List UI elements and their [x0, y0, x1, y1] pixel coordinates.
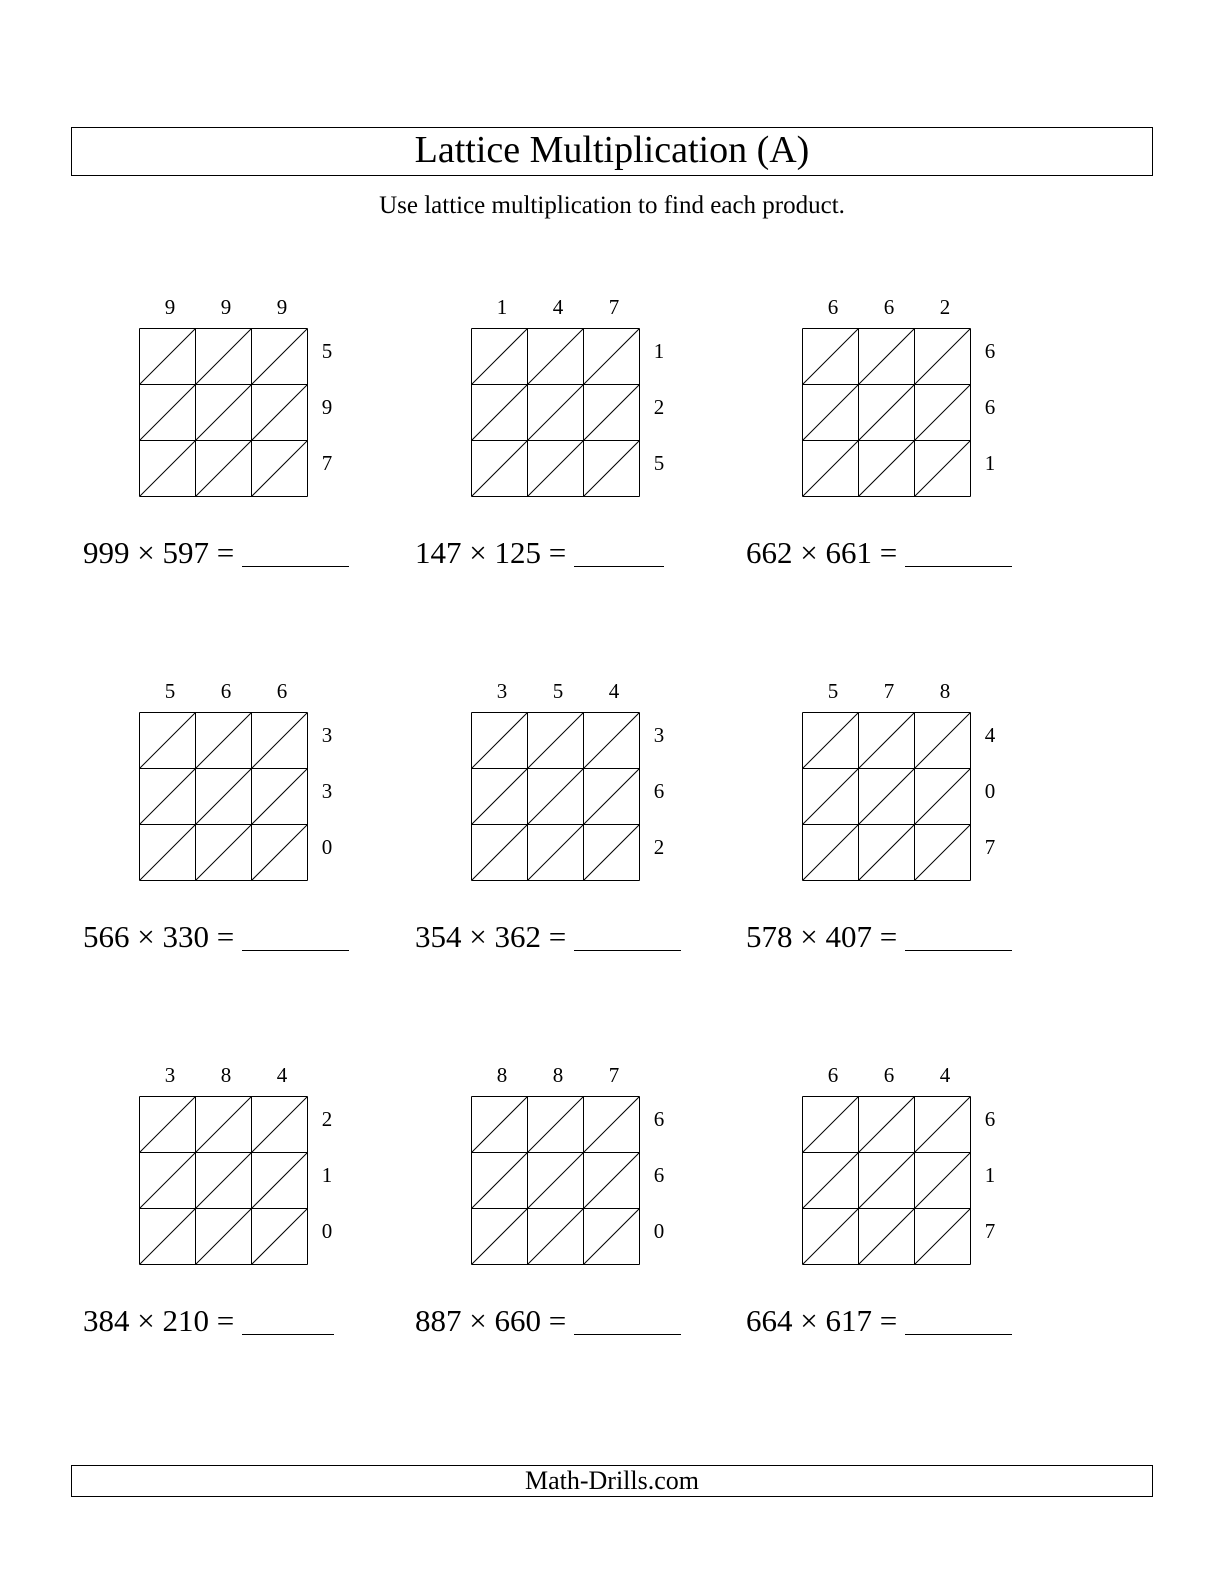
- top-digit: 4: [276, 1063, 288, 1087]
- top-digit: 9: [164, 295, 176, 319]
- diagonal-line: [472, 1097, 528, 1153]
- side-digit: 1: [984, 451, 996, 475]
- diagonal-line: [915, 329, 971, 385]
- diagonal-line: [252, 385, 308, 441]
- side-digit: 5: [653, 451, 665, 475]
- diagonal-line: [472, 385, 528, 441]
- answer-blank[interactable]: [905, 540, 1012, 567]
- diagonal-line: [528, 1097, 584, 1153]
- diagonal-line: [584, 1209, 640, 1265]
- top-digit: 8: [939, 679, 951, 703]
- diagonal-line: [196, 441, 252, 497]
- diagonal-line: [140, 769, 196, 825]
- worksheet-title: Lattice Multiplication (A): [71, 127, 1153, 176]
- equation-text: 999 × 597 =: [83, 535, 235, 570]
- lattice-problem: [415, 281, 735, 601]
- diagonal-line: [859, 441, 915, 497]
- diagonal-line: [196, 1209, 252, 1265]
- top-digit: 3: [496, 679, 508, 703]
- lattice-grid: [802, 712, 972, 882]
- diagonal-line: [803, 385, 859, 441]
- lattice-problem: [83, 1049, 403, 1369]
- diagonal-line: [859, 769, 915, 825]
- diagonal-line: [472, 329, 528, 385]
- diagonal-line: [252, 1153, 308, 1209]
- diagonal-line: [252, 713, 308, 769]
- lattice-problem: [415, 665, 735, 985]
- diagonal-line: [528, 1209, 584, 1265]
- diagonal-line: [140, 713, 196, 769]
- diagonal-line: [528, 329, 584, 385]
- top-digit: 6: [827, 1063, 839, 1087]
- diagonal-line: [803, 1097, 859, 1153]
- equation-text: 578 × 407 =: [746, 919, 898, 954]
- diagonal-line: [196, 825, 252, 881]
- diagonal-line: [584, 713, 640, 769]
- diagonal-line: [859, 1153, 915, 1209]
- diagonal-line: [252, 329, 308, 385]
- side-digit: 7: [984, 835, 996, 859]
- diagonal-line: [140, 1209, 196, 1265]
- lattice-grid: [139, 328, 309, 498]
- diagonal-line: [915, 713, 971, 769]
- diagonal-line: [472, 1209, 528, 1265]
- diagonal-line: [803, 1209, 859, 1265]
- side-digit: 6: [984, 395, 996, 419]
- side-digit: 3: [653, 723, 665, 747]
- diagonal-line: [584, 441, 640, 497]
- diagonal-line: [528, 769, 584, 825]
- diagonal-line: [140, 1153, 196, 1209]
- answer-blank[interactable]: [905, 924, 1012, 951]
- diagonal-line: [472, 713, 528, 769]
- lattice-grid: [471, 328, 641, 498]
- top-digit: 8: [220, 1063, 232, 1087]
- equation-text: 566 × 330 =: [83, 919, 235, 954]
- top-digit: 9: [276, 295, 288, 319]
- answer-blank[interactable]: [242, 924, 349, 951]
- answer-blank[interactable]: [574, 924, 681, 951]
- diagonal-line: [584, 385, 640, 441]
- diagonal-line: [252, 825, 308, 881]
- top-digit: 5: [164, 679, 176, 703]
- diagonal-line: [915, 1153, 971, 1209]
- equation-text: 664 × 617 =: [746, 1303, 898, 1338]
- side-digit: 3: [321, 779, 333, 803]
- diagonal-line: [584, 1097, 640, 1153]
- diagonal-line: [803, 713, 859, 769]
- lattice-problem: [746, 1049, 1066, 1369]
- diagonal-line: [528, 713, 584, 769]
- diagonal-line: [915, 769, 971, 825]
- diagonal-line: [140, 441, 196, 497]
- top-digit: 5: [552, 679, 564, 703]
- diagonal-line: [803, 825, 859, 881]
- equation: [83, 919, 349, 955]
- diagonal-line: [196, 1097, 252, 1153]
- lattice-grid: [802, 328, 972, 498]
- diagonal-line: [528, 385, 584, 441]
- side-digit: 5: [321, 339, 333, 363]
- diagonal-line: [252, 769, 308, 825]
- diagonal-line: [196, 1153, 252, 1209]
- top-digit: 4: [939, 1063, 951, 1087]
- top-digit: 4: [608, 679, 620, 703]
- top-digit: 7: [608, 1063, 620, 1087]
- top-digit: 9: [220, 295, 232, 319]
- top-digit: 6: [220, 679, 232, 703]
- instructions: Use lattice multiplication to find each product.: [379, 192, 845, 219]
- side-digit: 7: [321, 451, 333, 475]
- answer-blank[interactable]: [242, 1308, 334, 1335]
- diagonal-line: [859, 825, 915, 881]
- side-digit: 4: [984, 723, 996, 747]
- top-digit: 6: [883, 295, 895, 319]
- diagonal-line: [859, 1097, 915, 1153]
- equation: [746, 919, 1012, 955]
- equation-text: 384 × 210 =: [83, 1303, 235, 1338]
- side-digit: 7: [984, 1219, 996, 1243]
- equation-text: 662 × 661 =: [746, 535, 898, 570]
- diagonal-line: [196, 713, 252, 769]
- diagonal-line: [859, 385, 915, 441]
- diagonal-line: [528, 825, 584, 881]
- side-digit: 0: [653, 1219, 665, 1243]
- side-digit: 2: [653, 835, 665, 859]
- equation: [415, 919, 681, 955]
- top-digit: 5: [827, 679, 839, 703]
- diagonal-line: [859, 329, 915, 385]
- top-digit: 4: [552, 295, 564, 319]
- diagonal-line: [528, 441, 584, 497]
- diagonal-line: [915, 1209, 971, 1265]
- lattice-grid: [471, 1096, 641, 1266]
- equation-text: 887 × 660 =: [415, 1303, 567, 1338]
- diagonal-line: [915, 825, 971, 881]
- diagonal-line: [803, 441, 859, 497]
- diagonal-line: [803, 769, 859, 825]
- side-digit: 0: [984, 779, 996, 803]
- lattice-problem: [83, 665, 403, 985]
- lattice-problem: [746, 665, 1066, 985]
- diagonal-line: [140, 825, 196, 881]
- side-digit: 2: [653, 395, 665, 419]
- diagonal-line: [584, 825, 640, 881]
- top-digit: 7: [883, 679, 895, 703]
- lattice-grid: [139, 712, 309, 882]
- diagonal-line: [584, 329, 640, 385]
- side-digit: 1: [984, 1163, 996, 1187]
- diagonal-line: [252, 1209, 308, 1265]
- diagonal-line: [196, 769, 252, 825]
- side-digit: 6: [653, 1107, 665, 1131]
- lattice-problem: [415, 1049, 735, 1369]
- diagonal-line: [915, 1097, 971, 1153]
- diagonal-line: [584, 769, 640, 825]
- top-digit: 1: [496, 295, 508, 319]
- side-digit: 9: [321, 395, 333, 419]
- top-digit: 8: [496, 1063, 508, 1087]
- side-digit: 6: [984, 339, 996, 363]
- side-digit: 6: [984, 1107, 996, 1131]
- equation: [83, 535, 349, 571]
- answer-blank[interactable]: [242, 540, 349, 567]
- side-digit: 1: [653, 339, 665, 363]
- diagonal-line: [472, 441, 528, 497]
- diagonal-line: [528, 1153, 584, 1209]
- diagonal-line: [252, 1097, 308, 1153]
- diagonal-line: [472, 825, 528, 881]
- equation: [746, 1303, 1012, 1339]
- top-digit: 3: [164, 1063, 176, 1087]
- footer: Math-Drills.com: [71, 1465, 1153, 1497]
- side-digit: 0: [321, 835, 333, 859]
- top-digit: 8: [552, 1063, 564, 1087]
- diagonal-line: [803, 1153, 859, 1209]
- diagonal-line: [859, 713, 915, 769]
- lattice-grid: [471, 712, 641, 882]
- diagonal-line: [859, 1209, 915, 1265]
- side-digit: 6: [653, 1163, 665, 1187]
- diagonal-line: [140, 1097, 196, 1153]
- equation: [746, 535, 1012, 571]
- side-digit: 2: [321, 1107, 333, 1131]
- diagonal-line: [803, 329, 859, 385]
- diagonal-line: [140, 385, 196, 441]
- diagonal-line: [196, 385, 252, 441]
- diagonal-line: [252, 441, 308, 497]
- diagonal-line: [140, 329, 196, 385]
- lattice-problem: [746, 281, 1066, 601]
- equation: [83, 1303, 334, 1339]
- diagonal-line: [472, 1153, 528, 1209]
- side-digit: 0: [321, 1219, 333, 1243]
- side-digit: 3: [321, 723, 333, 747]
- diagonal-line: [472, 769, 528, 825]
- equation: [415, 1303, 681, 1339]
- lattice-problem: [83, 281, 403, 601]
- top-digit: 6: [827, 295, 839, 319]
- equation-text: 354 × 362 =: [415, 919, 567, 954]
- top-digit: 7: [608, 295, 620, 319]
- side-digit: 1: [321, 1163, 333, 1187]
- answer-blank[interactable]: [574, 540, 664, 567]
- diagonal-line: [196, 329, 252, 385]
- lattice-grid: [802, 1096, 972, 1266]
- diagonal-line: [915, 385, 971, 441]
- top-digit: 6: [883, 1063, 895, 1087]
- equation-text: 147 × 125 =: [415, 535, 567, 570]
- top-digit: 2: [939, 295, 951, 319]
- answer-blank[interactable]: [905, 1308, 1012, 1335]
- diagonal-line: [584, 1153, 640, 1209]
- diagonal-line: [915, 441, 971, 497]
- equation: [415, 535, 664, 571]
- side-digit: 6: [653, 779, 665, 803]
- top-digit: 6: [276, 679, 288, 703]
- answer-blank[interactable]: [574, 1308, 681, 1335]
- lattice-grid: [139, 1096, 309, 1266]
